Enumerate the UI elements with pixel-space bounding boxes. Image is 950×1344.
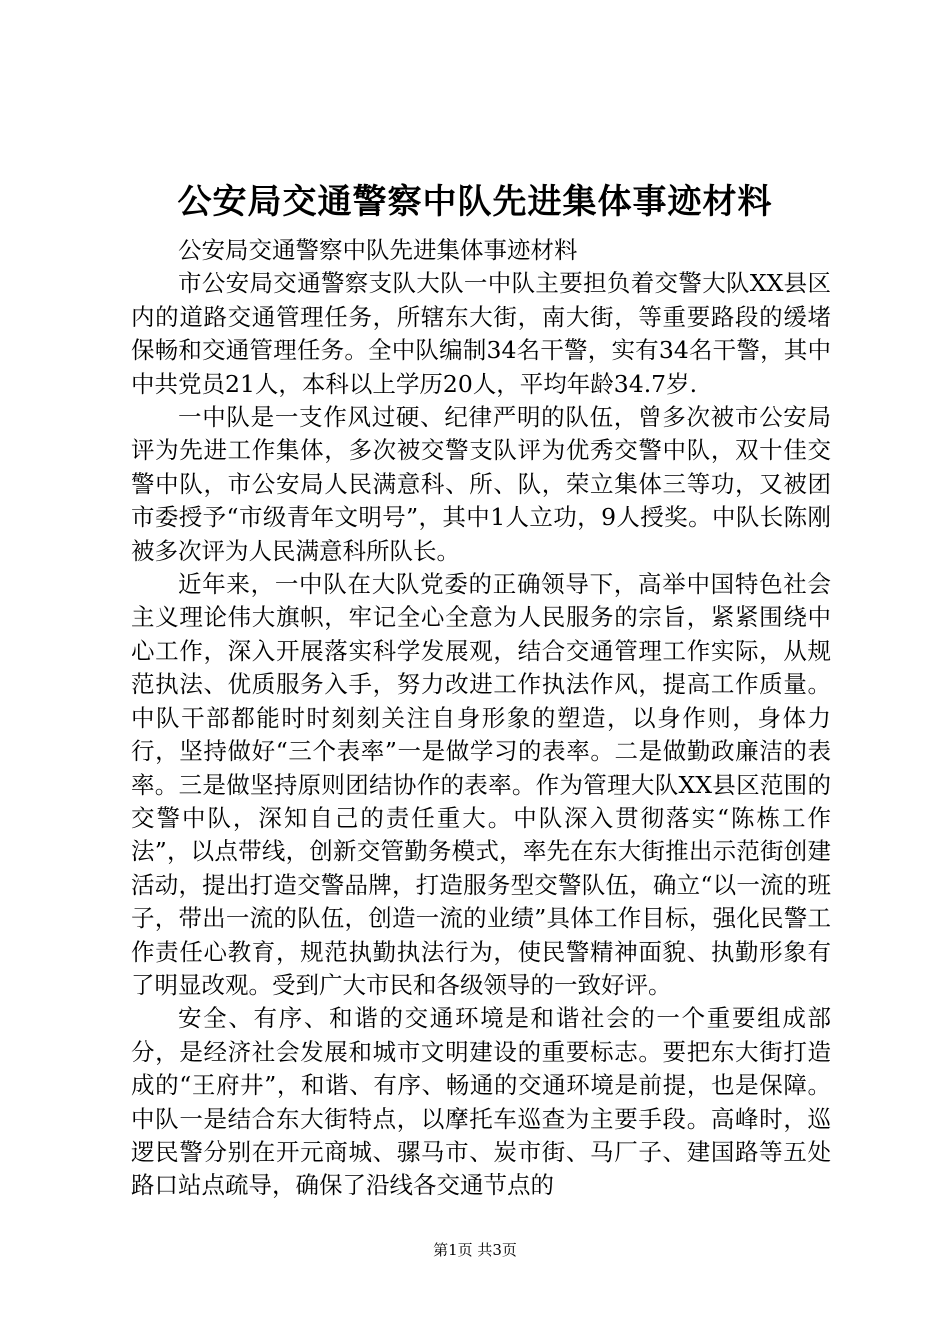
document-title: 公安局交通警察中队先进集体事迹材料	[177, 182, 773, 222]
paragraph-4: 安全、有序、和谐的交通环境是和谐社会的一个重要组成部分，是经济社会发展和城市文明建设的重要标志。要把东大街打造成的“王府井”，和谐、有序、畅通的交通环境是前提，也是保障。中队一是结合东大街特点，以摩托车巡查为主要手段。高峰时，巡逻民警分别在开元商城、骡马市、炭市街、马厂子、建国路等五处路口站点疏导，确保了沿线各交通节点的	[131, 1004, 831, 1200]
paragraph-1: 市公安局交通警察支队大队一中队主要担负着交警大队XX县区内的道路交通管理任务，所辖东大街，南大街，等重要路段的缓堵保畅和交通管理任务。全中队编制34名干警，实有34名干警，其中中共党员21人，本科以上学历20人，平均年龄34.7岁.	[131, 269, 831, 398]
paragraph-2: 一中队是一支作风过硬、纪律严明的队伍，曾多次被市公安局评为先进工作集体，多次被交警支队评为优秀交警中队，双十佳交警中队，市公安局人民满意科、所、队，荣立集体三等功，又被团市委授予“市级青年文明号”，其中1人立功，9人授奖。中队长陈刚被多次评为人民满意科所队长。	[131, 403, 831, 565]
page-number-footer: 第1页 共3页	[433, 1241, 517, 1259]
document-subtitle: 公安局交通警察中队先进集体事迹材料	[178, 236, 578, 264]
paragraph-3: 近年来，一中队在大队党委的正确领导下，高举中国特色社会主义理论伟大旗帜，牢记全心全意为人民服务的宗旨，紧紧围绕中心工作，深入开展落实科学发展观，结合交通管理工作实际，从规范执法、优质服务入手，努力改进工作执法作风，提高工作质量。中队干部都能时时刻刻关注自身形象的塑造，以身作则，身体力行，坚持做好“三个表率”一是做学习的表率。二是做勤政廉洁的表率。三是做坚持原则团结协作的表率。作为管理大队XX县区范围的交警中队，深知自己的责任重大。中队深入贯彻落实“陈栋工作法”，以点带线，创新交管勤务模式，率先在东大街推出示范街创建活动，提出打造交警品牌，打造服务型交警队伍，确立“以一流的班子，带出一流的队伍，创造一流的业绩”具体工作目标，强化民警工作责任心教育，规范执勤执法行为，使民警精神面貌、执勤形象有了明显改观。受到广大市民和各级领导的一致好评。	[131, 570, 831, 999]
document-body	[131, 234, 831, 1203]
